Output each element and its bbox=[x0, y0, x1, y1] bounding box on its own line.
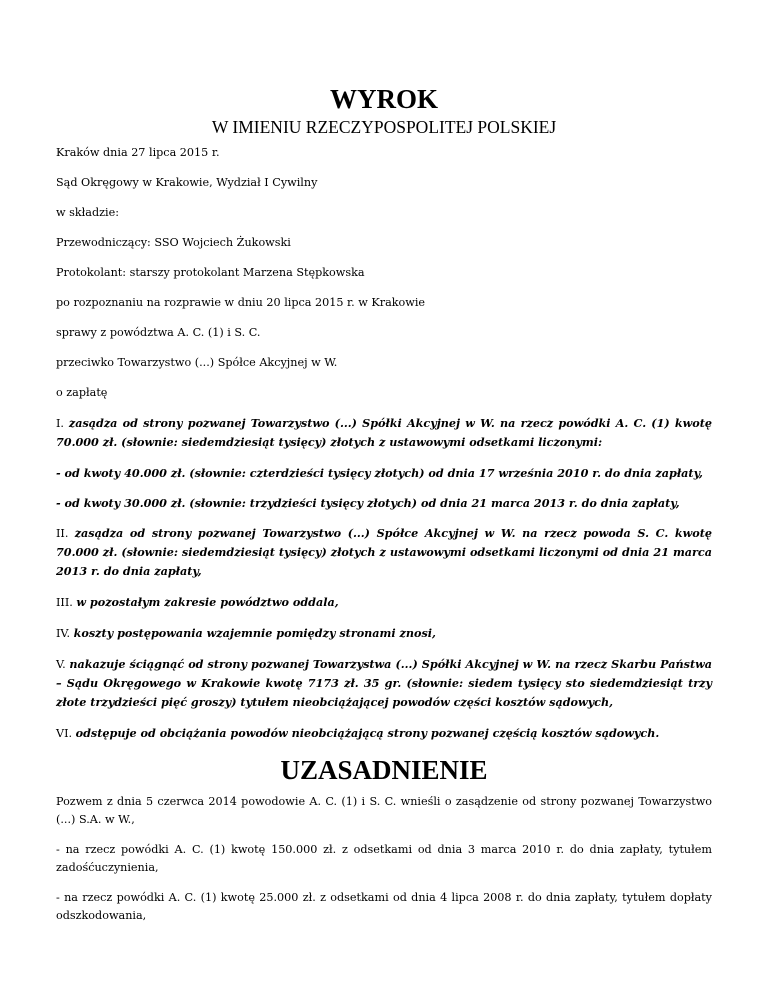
subject-line: o zapłatę bbox=[56, 386, 108, 399]
verdict-point-number: VI. bbox=[56, 727, 73, 740]
case-line: sprawy z powództwa A. C. (1) i S. C. bbox=[56, 326, 261, 339]
verdict-point-text: nakazuje ściągnąć od strony pozwanej Towarzystwa (...) Spółki Akcyjnej w W. na rzecz Skarbu Państwa – Sądu Okręgowego w Krakowie kwotę 7173 zł. 35 gr. (słownie: siedem tysięcy sto siedemdziesiąt trzy złote trzydzieści pięć groszy) tytułem nieobciążającej powodów części kosztów sądowych, bbox=[56, 657, 712, 709]
reasons-paragraph-2: - na rzecz powódki A. C. (1) kwotę 150.000 zł. z odsetkami od dnia 3 marca 2010 r. do dnia zapłaty, tytułem zadośćuczynienia, bbox=[56, 843, 712, 874]
verdict-point-number: I. bbox=[56, 417, 64, 430]
clerk-line: Protokolant: starszy protokolant Marzena Stępkowska bbox=[56, 266, 365, 279]
document-subtitle: W IMIENIU RZECZYPOSPOLITEJ POLSKIEJ bbox=[211, 117, 557, 137]
verdict-point-3 bbox=[56, 593, 712, 612]
verdict-point-number: V. bbox=[56, 658, 66, 671]
verdict-point-2 bbox=[56, 524, 712, 581]
composition-line: w składzie: bbox=[56, 206, 119, 219]
reasons-paragraph-3: - na rzecz powódki A. C. (1) kwotę 25.000 zł. z odsetkami od dnia 4 lipca 2008 r. do dnia zapłaty, tytułem dopłaty odszkodowania, bbox=[56, 891, 712, 922]
verdict-point-text: zasądza od strony pozwanej Towarzystwo (...) Spółki Akcyjnej w W. na rzecz powódki A. C. (1) kwotę 70.000 zł. (słownie: siedemdziesiąt tysięcy) złotych z ustawowymi odsetkami liczonymi: bbox=[56, 416, 712, 449]
verdict-point-6 bbox=[56, 724, 712, 743]
reasons-heading: UZASADNIENIE bbox=[280, 755, 488, 785]
hearing-line: po rozpoznaniu na rozprawie w dniu 20 lipca 2015 r. w Krakowie bbox=[56, 296, 426, 309]
verdict-point-number: IV. bbox=[56, 627, 71, 640]
verdict-point-text: w pozostałym zakresie powództwo oddala, bbox=[76, 595, 339, 609]
verdict-point-1 bbox=[56, 414, 712, 452]
presiding-judge-line: Przewodniczący: SSO Wojciech Żukowski bbox=[56, 236, 291, 249]
verdict-point-number: II. bbox=[56, 527, 69, 540]
verdict-point-5 bbox=[56, 655, 712, 712]
defendant-line: przeciwko Towarzystwo (...) Spółce Akcyjnej w W. bbox=[56, 356, 338, 369]
document-title: WYROK bbox=[330, 84, 438, 114]
verdict-point-4 bbox=[56, 624, 712, 643]
court-line: Sąd Okręgowy w Krakowie, Wydział I Cywilny bbox=[56, 176, 318, 189]
verdict-point-number: III. bbox=[56, 596, 73, 609]
verdict-point-1-item-b: - od kwoty 30.000 zł. (słownie: trzydzieści tysięcy złotych) od dnia 21 marca 2013 r. do dnia zapłaty, bbox=[56, 496, 680, 510]
verdict-point-text: zasądza od strony pozwanej Towarzystwo (...) Spółce Akcyjnej w W. na rzecz powoda S. C. kwotę 70.000 zł. (słownie: siedemdziesiąt tysięcy) złotych z ustawowymi odsetkami liczonymi od dnia 21 marca 2013 r. do dnia zapłaty, bbox=[56, 526, 712, 578]
date-line: Kraków dnia 27 lipca 2015 r. bbox=[56, 146, 220, 159]
verdict-point-text: odstępuje od obciążania powodów nieobciążającą strony pozwanej częścią kosztów sądowych. bbox=[75, 726, 660, 740]
verdict-point-text: koszty postępowania wzajemnie pomiędzy stronami znosi, bbox=[73, 626, 436, 640]
verdict-point-1-item-a: - od kwoty 40.000 zł. (słownie: czterdzieści tysięcy złotych) od dnia 17 września 2010 r. do dnia zapłaty, bbox=[56, 466, 703, 480]
reasons-paragraph-1: Pozwem z dnia 5 czerwca 2014 powodowie A. C. (1) i S. C. wnieśli o zasądzenie od strony pozwanej Towarzystwo (...) S.A. w W., bbox=[56, 795, 712, 826]
